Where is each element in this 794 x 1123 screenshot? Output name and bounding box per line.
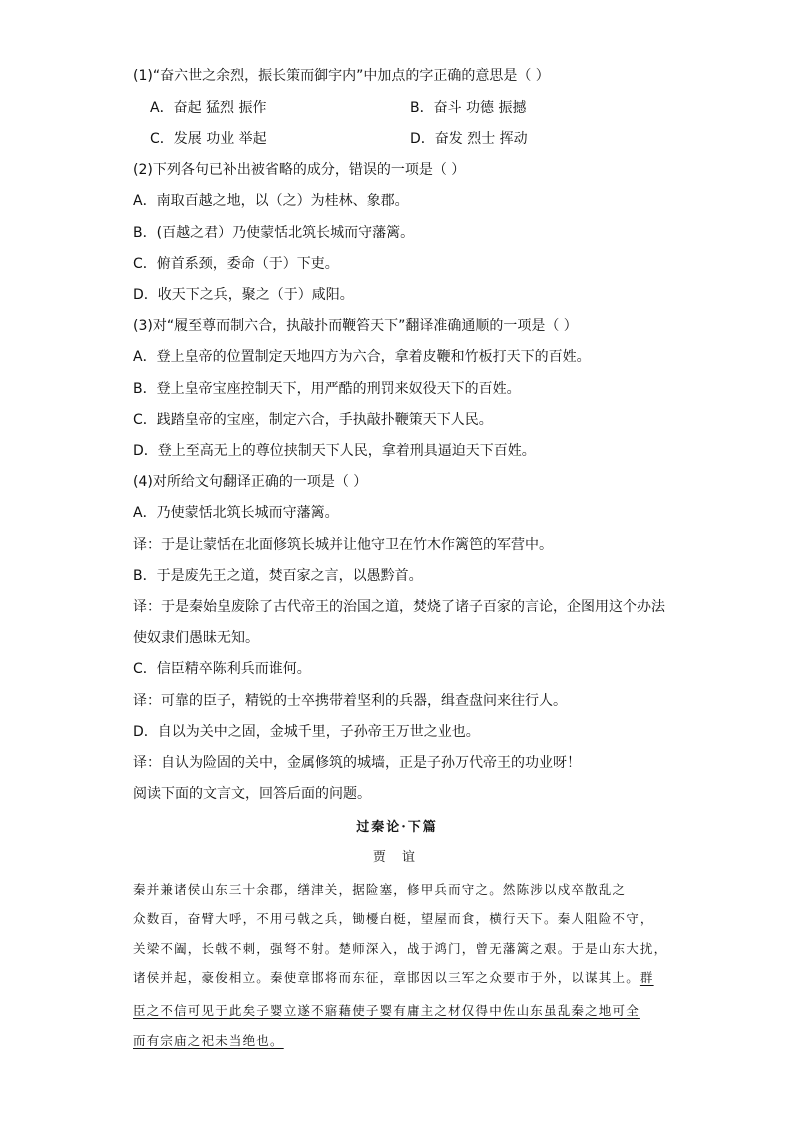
reading-instruction: 阅读下面的文言文，回答后面的问题。 (133, 786, 371, 802)
underlined-sentence-line-2: 而有宗庙之祀未当绝也。 (133, 1033, 284, 1048)
passage-line-4 (133, 968, 654, 988)
question-2-option-d: D．收天下之兵，聚之（于）咸阳。 (133, 287, 354, 303)
question-4-option-b-translation-line-1: 译：于是秦始皇废除了古代帝王的治国之道，焚烧了诸子百家的言论，企图用这个办法 (133, 599, 665, 615)
question-3-option-c: C．践踏皇帝的宝座，制定六合，手执敲扑鞭策天下人民。 (133, 412, 493, 428)
question-1-option-c: C．发展 功业 举起 (150, 131, 267, 147)
underlined-sentence-start: 群 (639, 970, 654, 985)
underlined-sentence-line-1: 臣之不信可见于此矣子婴立遂不寤藉使子婴有庸主之材仅得中佐山东虽乱秦之地可全 (133, 1003, 640, 1018)
passage-line-3: 关梁不阖，长戟不刺，强弩不射。楚师深入，战于鸿门，曾无藩篱之艰。于是山东大扰， (133, 941, 668, 956)
question-3-option-d: D．登上至高无上的尊位挟制天下人民，拿着刑具逼迫天下百姓。 (133, 443, 536, 459)
question-4-option-b-translation-line-2: 使奴隶们愚昧无知。 (133, 630, 259, 646)
question-3-option-b: B．登上皇帝宝座控制天下，用严酷的刑罚来奴役天下的百姓。 (133, 381, 521, 397)
passage-line-2: 众数百，奋臂大呼，不用弓戟之兵，锄櫌白梃，望屋而食，横行天下。秦人阻险不守， (133, 911, 654, 926)
passage-line-4-text: 诸侯并起，豪俊相立。秦使章邯将而东征，章邯因以三军之众要市于外，以谋其上。 (133, 970, 640, 985)
question-2-stem: (2)下列各句已补出被省略的成分，错误的一项是（ ） (133, 162, 466, 178)
question-2-option-c: C．俯首系颈，委命（于）下吏。 (133, 256, 339, 272)
question-4-option-d: D．自以为关中之固，金城千里，子孙帝王万世之业也。 (133, 724, 480, 740)
question-4-option-c-translation: 译：可靠的臣子，精锐的士卒携带着坚利的兵器，缉查盘问来往行人。 (133, 693, 567, 709)
passage-author: 贾 谊 (372, 850, 422, 865)
question-3-option-a: A．登上皇帝的位置制定天地四方为六合，拿着皮鞭和竹板打天下的百姓。 (133, 349, 591, 365)
question-2-option-b: B．(百越之君）乃使蒙恬北筑长城而守藩篱。 (133, 225, 415, 241)
question-4-stem: (4)对所给文句翻译正确的一项是（ ） (133, 474, 368, 490)
question-1-option-d: D．奋发 烈士 挥动 (410, 131, 528, 147)
question-1-stem: (1)“奋六世之余烈，振长策而御宇内”中加点的字正确的意思是（ ） (133, 68, 550, 84)
question-2-option-a: A．南取百越之地，以（之）为桂林、象郡。 (133, 193, 409, 209)
question-4-option-a-translation: 译：于是让蒙恬在北面修筑长城并让他守卫在竹木作篱笆的军营中。 (133, 537, 553, 553)
passage-title: 过秦论·下篇 (356, 820, 438, 835)
question-1-option-b: B．奋斗 功德 振撼 (410, 100, 527, 116)
question-4-option-d-translation: 译：自认为险固的关中，金属修筑的城墙，正是子孙万代帝王的功业呀！ (133, 755, 581, 771)
question-4-option-b: B．于是废先王之道，焚百家之言，以愚黔首。 (133, 568, 423, 584)
question-1-option-a: A．奋起 猛烈 振作 (150, 100, 267, 116)
question-4-option-a: A．乃使蒙恬北筑长城而守藩篱。 (133, 505, 339, 521)
question-4-option-c: C．信臣精卒陈利兵而谁何。 (133, 661, 311, 677)
passage-line-1: 秦并兼诸侯山东三十余郡，缮津关，据险塞，修甲兵而守之。然陈涉以戍卒散乱之 (133, 882, 627, 897)
question-3-stem: (3)对“履至尊而制六合，执敲扑而鞭笞天下”翻译准确通顺的一项是（ ） (133, 318, 578, 334)
